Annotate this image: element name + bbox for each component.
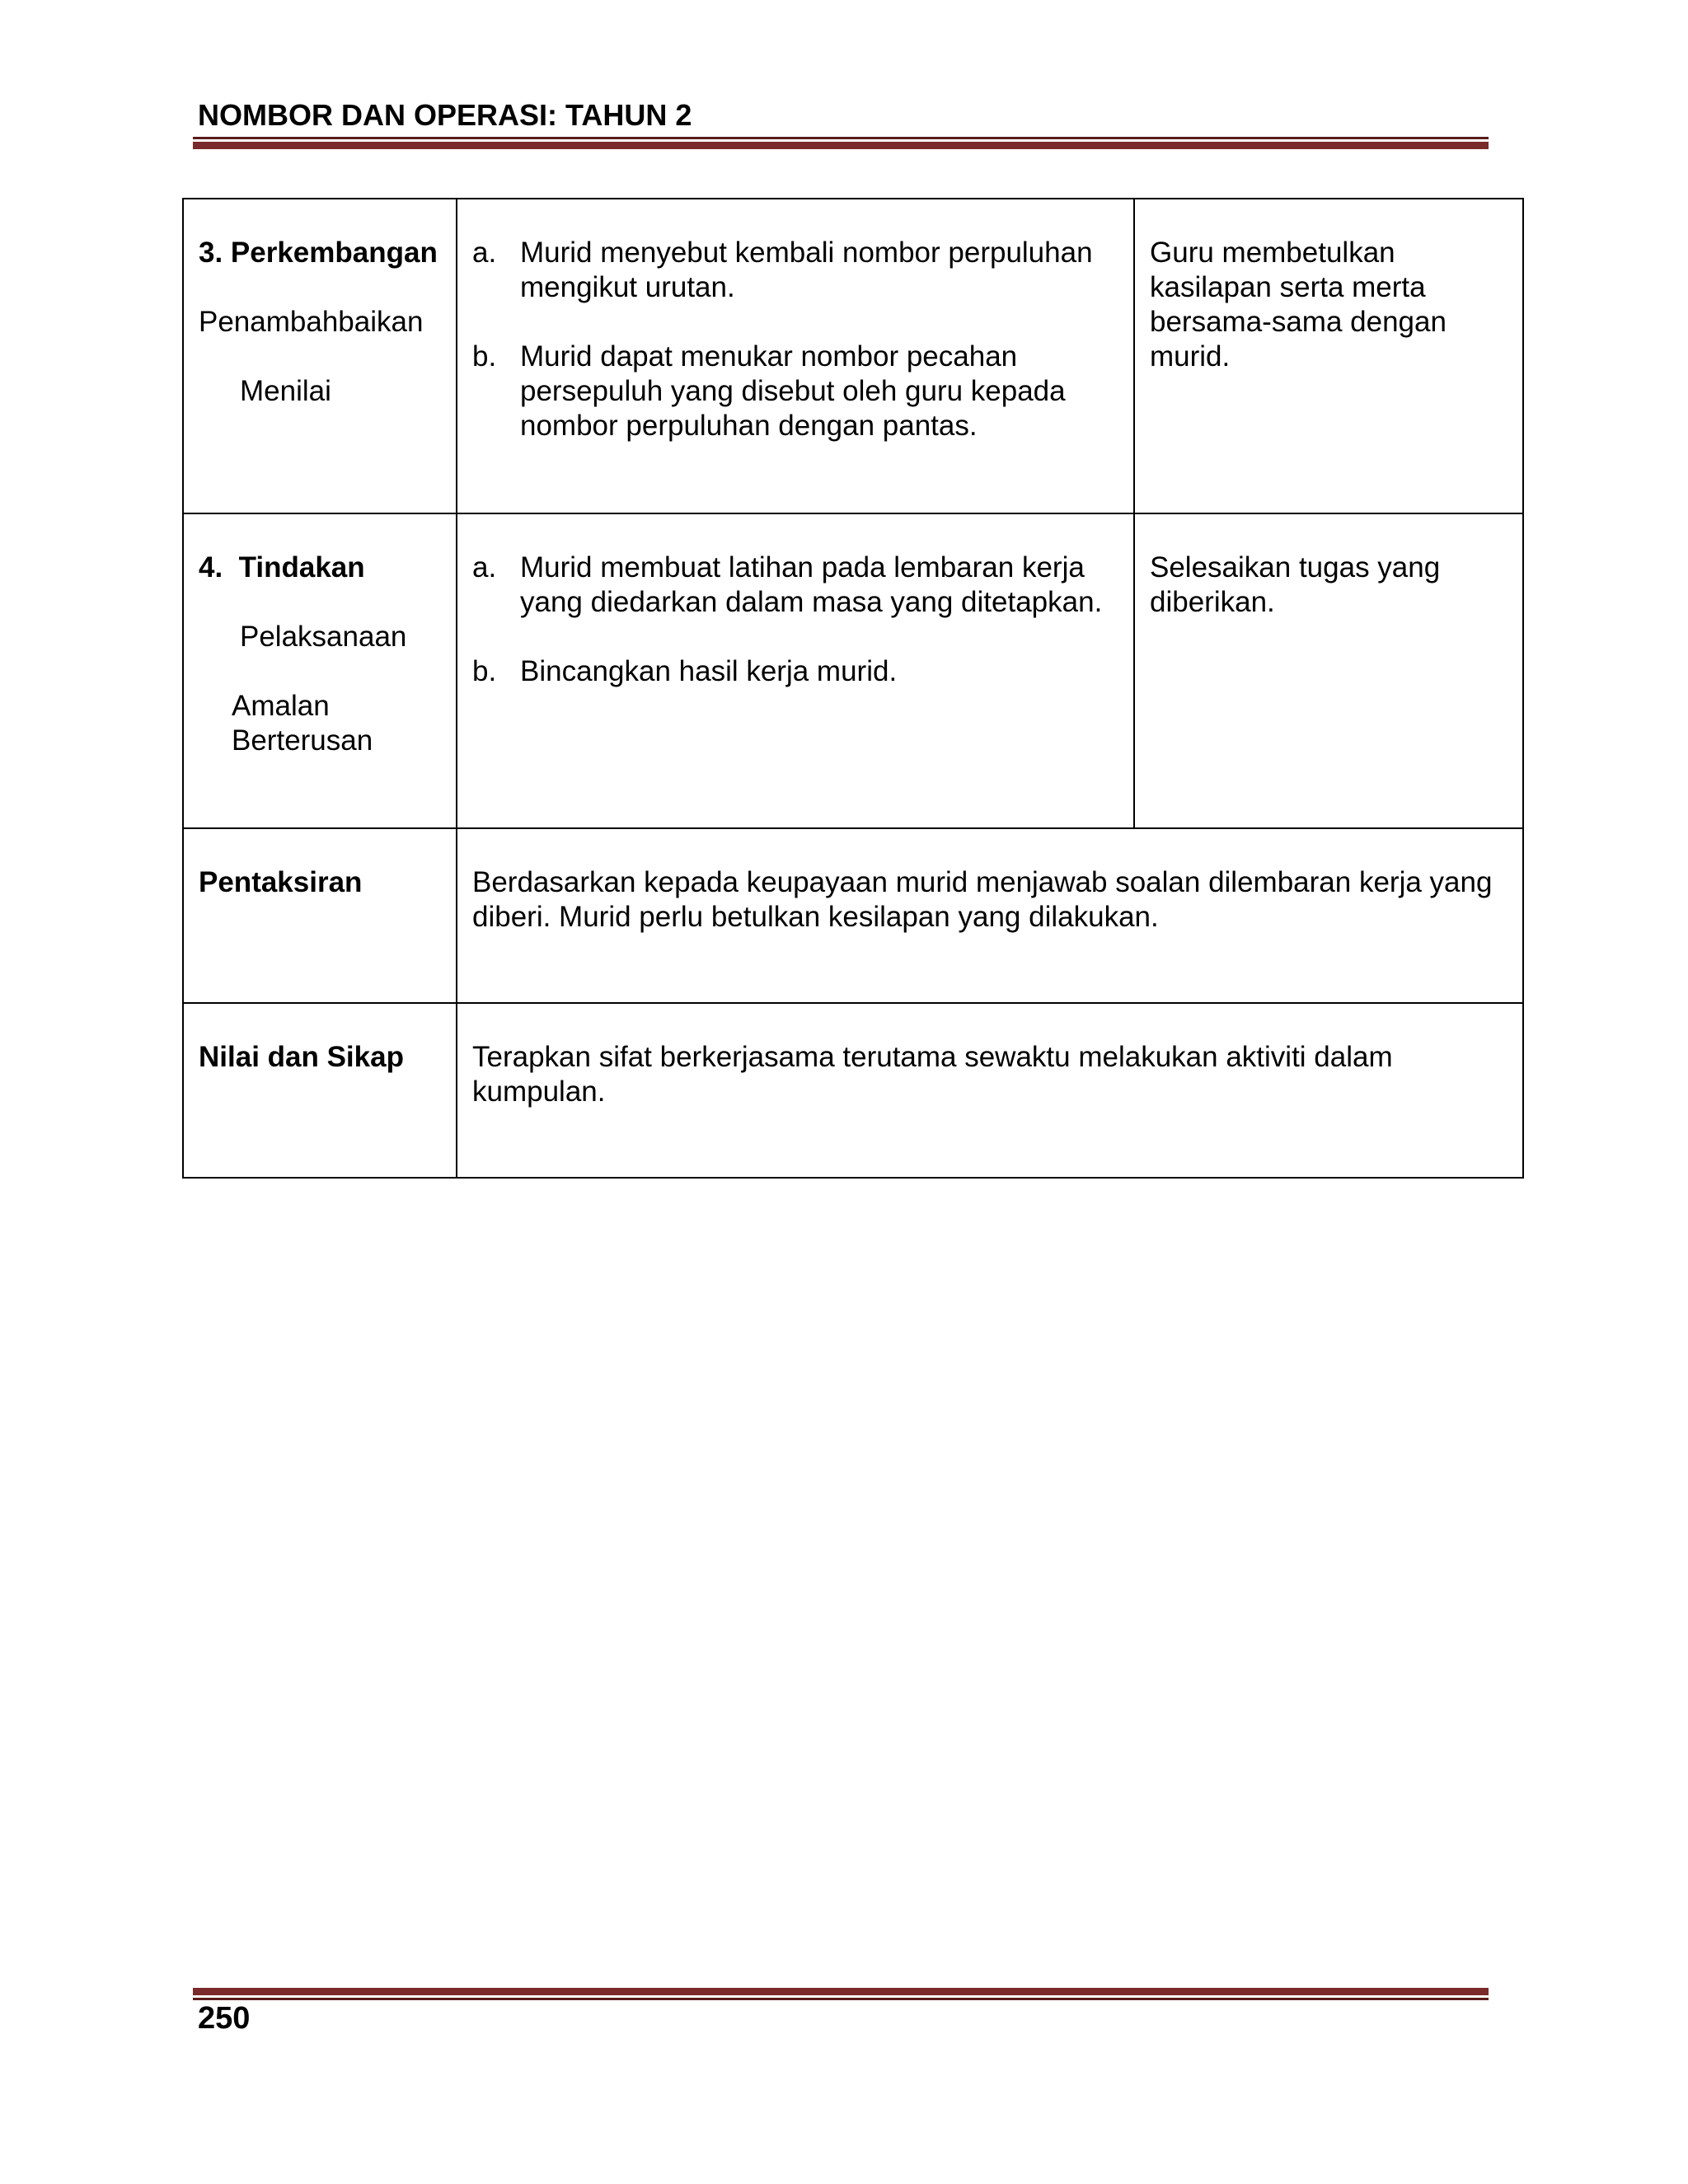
list-item-text: Murid dapat menukar nombor pecahan persepuluh yang disebut oleh guru kepada nombor perpuluhan dengan pantas. — [520, 340, 1066, 442]
stage-cell — [183, 199, 457, 513]
page-number: 250 — [198, 2001, 251, 2036]
activity-cell — [457, 513, 1134, 828]
stage-title: 4. Tindakan — [199, 551, 365, 583]
content-cell — [457, 828, 1523, 1003]
row-label: Nilai dan Sikap — [199, 1041, 404, 1073]
list-item-text: Murid menyebut kembali nombor perpuluhan mengikut urutan. — [520, 237, 1093, 303]
header-divider — [193, 137, 1489, 149]
content-cell — [457, 1003, 1523, 1178]
stage-subtitle: Menilai — [240, 375, 331, 407]
lesson-plan-table — [182, 198, 1524, 1179]
label-cell — [183, 1003, 457, 1178]
list-marker: b. — [472, 655, 497, 687]
note-cell — [1134, 513, 1523, 828]
list-item — [472, 551, 1120, 620]
note-text: Guru membetulkan kasilapan serta merta bersama-sama dengan murid. — [1150, 237, 1447, 373]
row-text: Terapkan sifat berkerjasama terutama sewaktu melakukan aktiviti dalam kumpulan. — [472, 1041, 1393, 1108]
page-header-title: NOMBOR DAN OPERASI: TAHUN 2 — [198, 98, 692, 132]
list-marker: a. — [472, 551, 497, 583]
activity-cell — [457, 199, 1134, 513]
list-item — [472, 654, 1120, 689]
stage-title: 3. Perkembangan — [199, 237, 438, 269]
stage-subtitle: Pelaksanaan — [240, 621, 407, 653]
note-text: Selesaikan tugas yang diberikan. — [1150, 551, 1441, 618]
stage-cell — [183, 513, 457, 828]
row-label: Pentaksiran — [199, 866, 363, 898]
list-item — [472, 340, 1120, 443]
row-text: Berdasarkan kepada keupayaan murid menjawab soalan dilembaran kerja yang diberi. Murid perlu betulkan kesilapan yang dilakukan. — [472, 866, 1493, 933]
note-cell — [1134, 199, 1523, 513]
footer-divider — [193, 1988, 1489, 2000]
list-marker: a. — [472, 237, 497, 269]
list-marker: b. — [472, 340, 497, 373]
stage-subtitle: Amalan Berterusan — [232, 690, 373, 757]
stage-subtitle: Penambahbaikan — [199, 306, 424, 338]
table-row-perkembangan — [183, 199, 1523, 513]
list-item — [472, 236, 1120, 305]
label-cell — [183, 828, 457, 1003]
table-row-pentaksiran — [183, 828, 1523, 1003]
table-row-tindakan — [183, 513, 1523, 828]
list-item-text: Murid membuat latihan pada lembaran kerja yang diedarkan dalam masa yang ditetapkan. — [520, 551, 1103, 618]
list-item-text: Bincangkan hasil kerja murid. — [520, 655, 898, 687]
table-row-nilai-dan-sikap — [183, 1003, 1523, 1178]
